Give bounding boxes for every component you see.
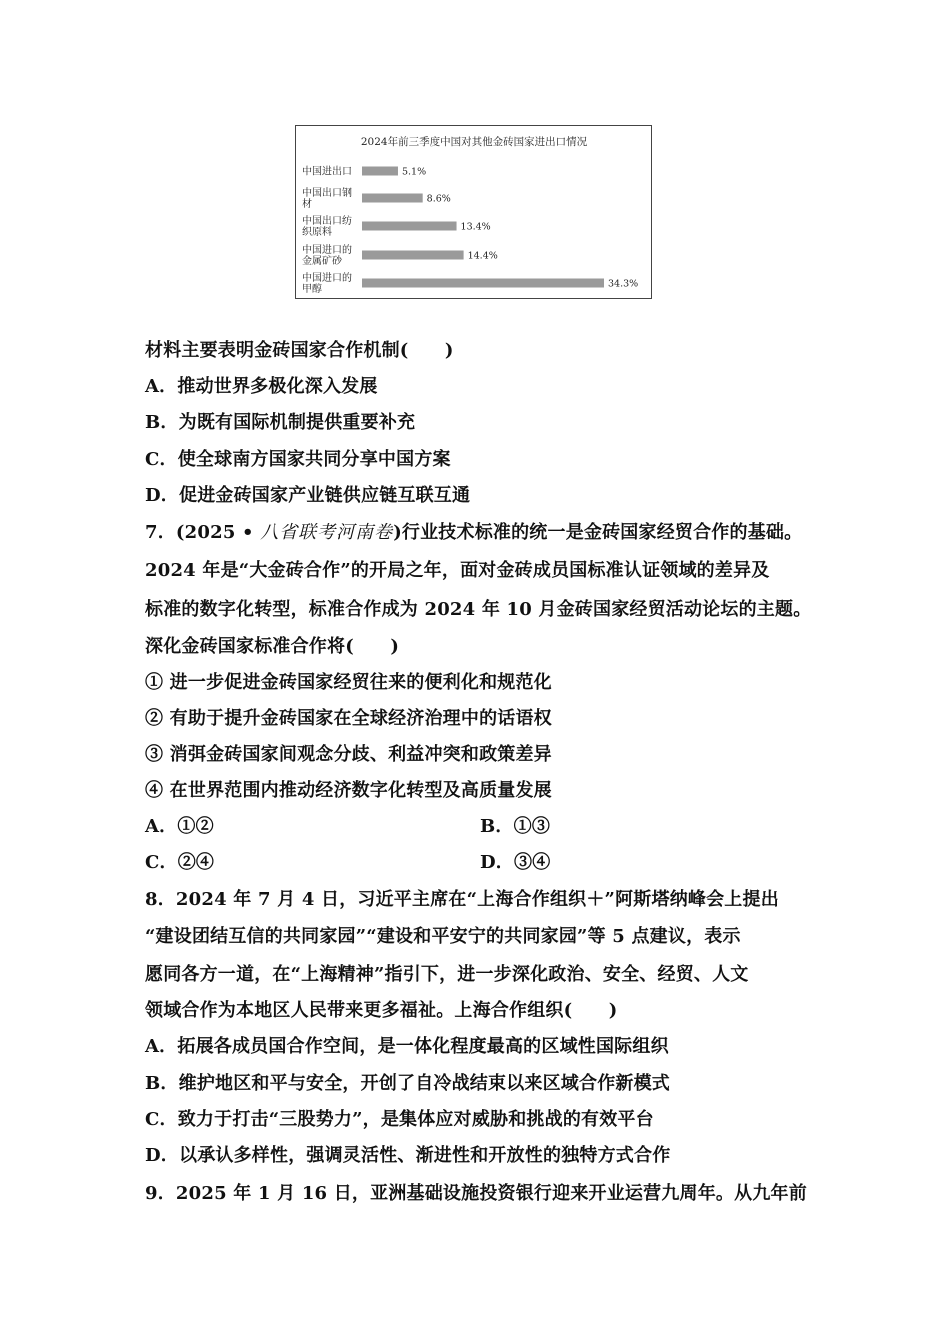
category-label-4-1: 中国进口的 bbox=[302, 245, 352, 256]
q8-option-b: B．维护地区和平与安全，开创了自冷战结束以来区域合作新模式 bbox=[145, 1073, 671, 1094]
category-label-3-1: 中国出口纺 bbox=[302, 216, 352, 227]
category-label-5-1: 中国进口的 bbox=[302, 273, 352, 284]
category-label-5-2: 甲醇 bbox=[302, 284, 322, 295]
q7-item-3: ③ 消弭金砖国家间观念分歧、利益冲突和政策差异 bbox=[145, 744, 552, 765]
category-label-1-1: 中国进出口 bbox=[302, 166, 352, 178]
q7-line2: 2024 年是“大金砖合作”的开局之年，面对金砖成员国标准认证领域的差异及 bbox=[145, 560, 770, 581]
q7-option-d: D．③④ bbox=[480, 852, 551, 873]
value-label-5: 34.3% bbox=[608, 278, 639, 290]
value-label-4: 14.4% bbox=[467, 250, 498, 262]
q7-line4: 深化金砖国家标准合作将( ) bbox=[145, 636, 400, 657]
q8-line1: 8．2024 年 7 月 4 日，习近平主席在“上海合作组织＋”阿斯塔纳峰会上提出 bbox=[145, 889, 779, 910]
q8-option-c: C．致力于打击“三股势力”，是集体应对威胁和挑战的有效平台 bbox=[145, 1109, 654, 1130]
category-label-4-2: 金属矿砂 bbox=[302, 256, 342, 267]
value-label-1: 5.1% bbox=[401, 166, 427, 178]
q8-option-d: D．以承认多样性，强调灵活性、渐进性和开放性的独特方式合作 bbox=[145, 1145, 671, 1166]
chart-svg bbox=[296, 126, 653, 300]
q6-option-b: B．为既有国际机制提供重要补充 bbox=[145, 412, 416, 433]
bar-3 bbox=[362, 222, 457, 231]
q7-source: 八省联考河南卷 bbox=[260, 522, 394, 543]
q7-number: 7．(2025 • bbox=[145, 522, 261, 543]
q7-item-1: ① 进一步促进金砖国家经贸往来的便利化和规范化 bbox=[145, 672, 552, 693]
q8-line3: 愿同各方一道，在“上海精神”指引下，进一步深化政治、安全、经贸、人文 bbox=[145, 964, 749, 985]
q6-option-d: D．促进金砖国家产业链供应链互联互通 bbox=[145, 485, 471, 506]
category-label-2-2: 材 bbox=[302, 199, 312, 210]
q8-line4: 领域合作为本地区人民带来更多福祉。上海合作组织( ) bbox=[145, 1000, 618, 1021]
export-import-chart bbox=[295, 125, 652, 299]
bar-5 bbox=[362, 279, 604, 288]
chart-title: 2024年前三季度中国对其他金砖国家进出口情况 bbox=[360, 136, 588, 148]
q6-option-a: A．推动世界多极化深入发展 bbox=[145, 376, 378, 397]
q8-line2: “建设团结互信的共同家园”“建设和平安宁的共同家园”等 5 点建议，表示 bbox=[145, 926, 741, 947]
q6-option-c: C．使全球南方国家共同分享中国方案 bbox=[145, 449, 451, 470]
bar-4 bbox=[362, 251, 464, 260]
bar-1 bbox=[362, 167, 398, 176]
q7-option-b: B．①③ bbox=[480, 816, 551, 837]
value-label-3: 13.4% bbox=[460, 221, 491, 233]
q7-item-4: ④ 在世界范围内推动经济数字化转型及高质量发展 bbox=[145, 780, 552, 801]
q7-line1 bbox=[145, 518, 802, 544]
q9-line1: 9．2025 年 1 月 16 日，亚洲基础设施投资银行迎来开业运营九周年。从九年前 bbox=[145, 1183, 807, 1204]
q7-option-c: C．②④ bbox=[145, 852, 215, 873]
value-label-2: 8.6% bbox=[426, 193, 451, 205]
q8-option-a: A．拓展各成员国合作空间，是一体化程度最高的区域性国际组织 bbox=[145, 1036, 669, 1057]
q7-line1-rest: )行业技术标准的统一是金砖国家经贸合作的基础。 bbox=[393, 522, 803, 543]
q7-option-a: A．①② bbox=[145, 816, 214, 837]
bar-2 bbox=[362, 194, 423, 203]
q7-item-2: ② 有助于提升金砖国家在全球经济治理中的话语权 bbox=[145, 708, 552, 729]
category-label-2-1: 中国出口钢 bbox=[302, 188, 352, 199]
q7-line3: 标准的数字化转型，标准合作成为 2024 年 10 月金砖国家经贸活动论坛的主题。 bbox=[145, 599, 812, 620]
q6-stem: 材料主要表明金砖国家合作机制( ) bbox=[145, 340, 454, 361]
category-label-3-2: 织原料 bbox=[302, 227, 332, 238]
